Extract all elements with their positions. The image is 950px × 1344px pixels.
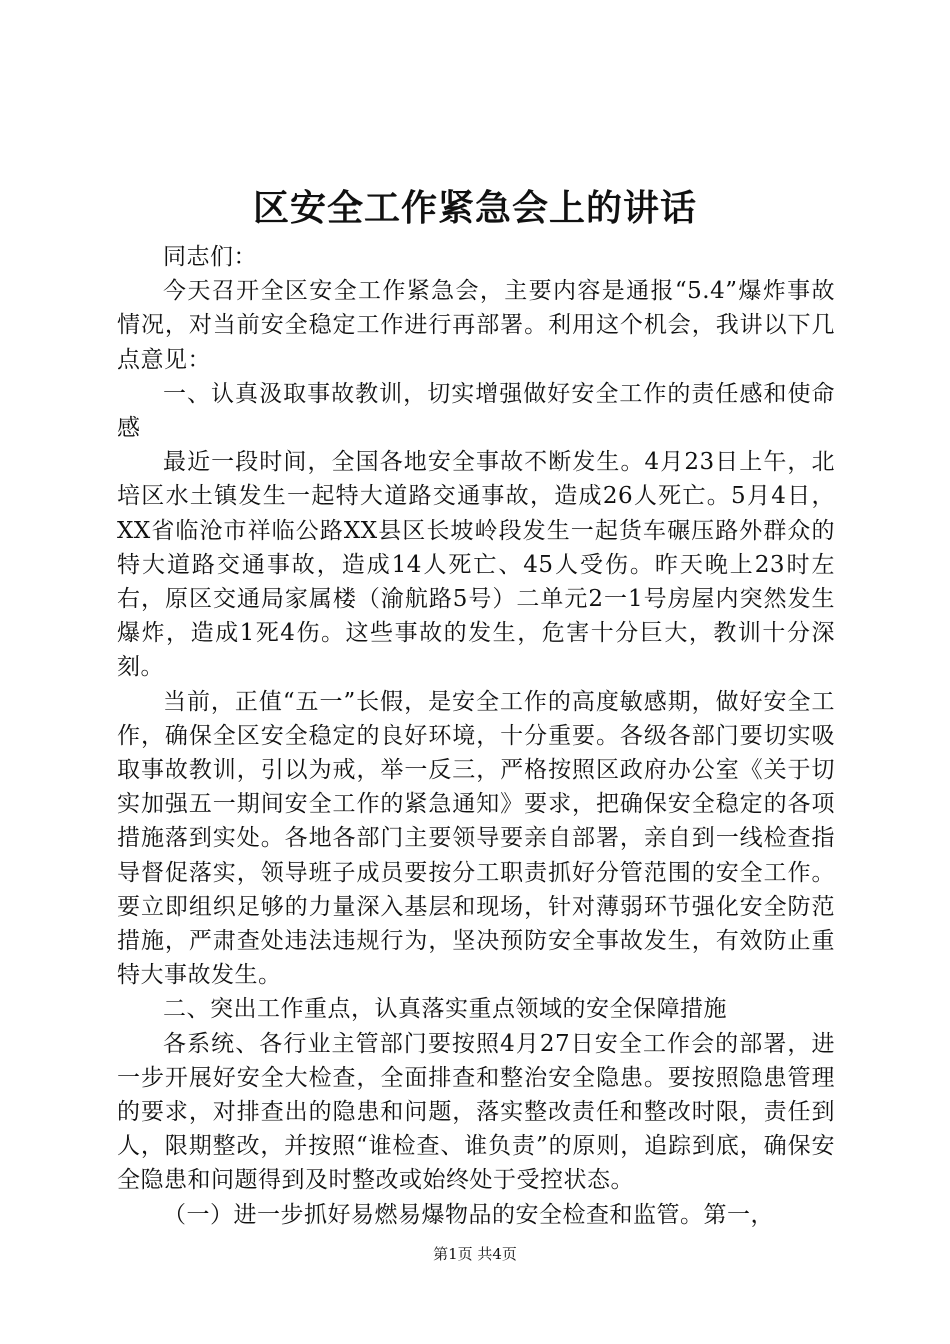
subsection-paragraph: （一）进一步抓好易燃易爆物品的安全检查和监管。第一， <box>163 1201 774 1228</box>
section-heading-2: 二、突出工作重点，认真落实重点领域的安全保障措施 <box>163 996 727 1023</box>
intro-paragraph: 今天召开全区安全工作紧急会，主要内容是通报“5.4”爆炸事故情况，对当前安全稳定工作进行再部署。利用这个机会，我讲以下几点意见： <box>117 278 835 373</box>
section-heading-1: 一、认真汲取事故教训，切实增强做好安全工作的责任感和使命感 <box>117 380 835 442</box>
salutation: 同志们： <box>163 244 257 270</box>
document-body <box>117 240 835 1232</box>
body-paragraph: 各系统、各行业主管部门要按照4月27日安全工作会的部署，进一步开展好安全大检查，全面排查和整治安全隐患。要按照隐患管理的要求，对排查出的隐患和问题，落实整改责任和整改时限，责任到人，限期整改，并按照“谁检查、谁负责”的原则，追踪到底，确保安全隐患和问题得到及时整改或始终处于受控状态。 <box>117 1030 835 1194</box>
page-title: 区安全工作紧急会上的讲话 <box>252 187 697 229</box>
page-number: 第1页 共4页 <box>433 1245 517 1263</box>
body-paragraph: 最近一段时间，全国各地安全事故不断发生。4月23日上午，北培区水土镇发生一起特大道路交通事故，造成26人死亡。5月4日，XX省临沧市祥临公路XX县区长坡岭段发生一起货车碾压路外群众的特大道路交通事故，造成14人死亡、45人受伤。昨天晚上23时左右，原区交通局家属楼（渝航路5号）二单元2一1号房屋内突然发生爆炸，造成1死4伤。这些事故的发生，危害十分巨大，教训十分深刻。 <box>117 449 835 681</box>
body-paragraph: 当前，正值“五一”长假，是安全工作的高度敏感期，做好安全工作，确保全区安全稳定的良好环境，十分重要。各级各部门要切实吸取事故教训，引以为戒，举一反三，严格按照区政府办公室《关于切实加强五一期间安全工作的紧急通知》要求，把确保安全稳定的各项措施落到实处。各地各部门主要领导要亲自部署，亲自到一线检查指导督促落实，领导班子成员要按分工职责抓好分管范围的安全工作。要立即组织足够的力量深入基层和现场，针对薄弱环节强化安全防范措施，严肃查处违法违规行为，坚决预防安全事故发生，有效防止重特大事故发生。 <box>117 688 835 989</box>
